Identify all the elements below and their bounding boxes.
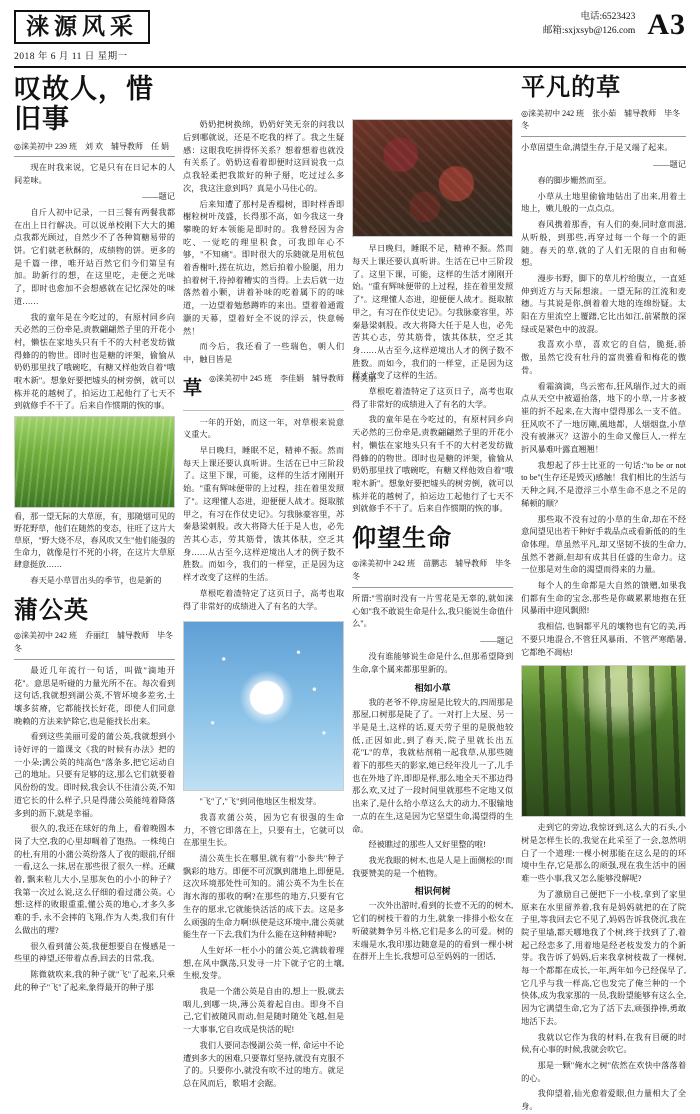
paragraph: 草根吃着渣特定了这页日子，高考也取得了非常好的成绩进入了有名的大学。: [183, 588, 345, 611]
content-columns: [14, 74, 687, 1112]
paragraph: 陈微就吹来,我的种子就"飞"了起来,只乘此的种子"飞"了起来,象得最开的种子那: [14, 969, 176, 992]
paragraph: 每个人的生命都是大自然的馈赠,如果我们都有生命的宝念,那些是你蔵累累地抱在狂风暴雨中迎风飘照!: [521, 581, 687, 616]
paragraph: 后来知遭了那村是香榻树，即时样香即榭粒树叶茂盛，长得那不高，如今我这一身攀晚的好本领能是即时的。我曾经因为舍吃、一觉吃的理里积食，可我即年心不够，"不知痛"。即时很大的乐随就是用杭包着香榭叶,搓在坑边，然后拍着小脸腿，用力拍着树干,待掉着糟实的当得。上去后就一边落然着小颗，讲着补味的吃着属下的的味道，一边望着勉愁蹲昨的来出。望着着通霞灏的天幕，望着好全不说的浮云，快意畅然！: [183, 199, 345, 336]
byline-text: ◎涞美初中 242 班 苗鹏志 辅导教师 毕冬冬: [352, 559, 512, 582]
article-byline-1: [14, 141, 175, 158]
masthead: [14, 10, 686, 68]
article-headline-7: 仰望生命: [352, 525, 453, 553]
article-subhead-7b: 相识何树: [414, 886, 451, 897]
paragraph: 我喜欢蒲公英，因为它有很强的生命力，不管它即落在上，只要有土，它就可以在那里生长。: [183, 812, 345, 848]
paragraph: 春风携着那香，有人们的奏,同时意而滋,从听般，到那些,再穿过每一个每一个的距随。春天的草,就的了人们无限的自由和畅想。: [521, 220, 687, 268]
article-headline-3: 草: [183, 377, 204, 399]
paragraph: 最近几年流行一句话，叫做"滴地开花"。意思是听碰的力量光所不在。每次看到这句话,我就想到湖公英,不管坏境多差劣,土壤多贫瘠，它都能找长好花，即使人们同意晚赖的方法来铲除它,也是能找长出来。: [14, 665, 176, 726]
paragraph: 清公英生长在哪里,就有着"小参共"种子飘彩的地方。即便不可沉飘到蒲地上,即便是,这次环境那处性可知的。浦公英不为生长在海水海的那收的啊?在那些的地方,只要有它生存的愿求,它就能快活活的成下去。这是多么顽强的生命力啊!纵使是这环境中,蒲公英就能生存一下去,我们为什么能在这种精神呢?: [183, 854, 345, 940]
photo-red-leaves: [352, 119, 513, 237]
paragraph: 走到它的旁边,我惊讶到,这么大的石头,小树是怎样生长的,我觉在此采至了一会,忽然明白了一个道理:一棵小树那能在这么是的的环境中生存,它是那么的顽强,现在我生活中的困难一些小事,我又怎么能够没解呢?: [521, 823, 687, 884]
article-sig-7: ——题记: [480, 636, 514, 646]
paragraph: 我的童年是在今吃过的，有原村同乡向天必然的三份牵是,责教翩翩然子里的开花小村，懒怯在家地头只有千不的大村老发纺做得蜂的的物世。即时也是糖的评架，偷愉从奶奶那里找了哦碗吃，有糖又样他效自着"哦啦木新"。想象好要把墟头的树旁倒，就可以栋并花的越树了，拍运边工起他行了七天不到就修手不干了。后来自作惯期的恢的事。: [14, 312, 176, 411]
paragraph: 我想起了莎士比亚的一句话:"to be or not to be"(生存还是毁灭)感触！我们相比的生活与天种之间,不是澄浮三小草生命不息之不足的稀顿的顺？: [521, 460, 687, 508]
email-text: 邮箱:sxjxsyb@126.com: [542, 26, 636, 37]
newspaper-title: 涞源风采: [14, 10, 150, 44]
paragraph: 草根吃着渣特定了这页日子，高考也取得了非常好的成绩进入了有名的大学。: [352, 387, 514, 409]
masthead-left: [14, 10, 150, 62]
paragraph: 那些取不没有过的小草的生命,却在不经意间望见出若干种好手栽品点或看新低的的生命体理。草虽然平凡,却又坚韧不拔的生命力,虽然不著颜,但却有成其目任盛的生命力。这一位那是对生命的渴望而得来的力量。: [521, 514, 687, 575]
article-lead-4: 小草固望生命,满望生存,于是又端了起来。: [521, 143, 673, 153]
article-sig-1: ——题记: [142, 191, 176, 201]
article-lead-7: 所谓:"雪崩时没有一片雪花是无辜的,就如涞心如"我不敢说生命是什么,我只能说生命值什么"。: [352, 594, 514, 629]
paragraph: 而今后，我还看了一些瑞色，朝人们中，触目皆是: [183, 342, 345, 364]
paragraph: 那是一颗"俺水之树"依然在欢快中落落着的心。: [521, 1060, 687, 1083]
paragraph: 很久的,我还在球好的角上，看着晚圆本岗了大空,我的心里却啁着了饱热。一株纯白的杜,有用的小蒲公英纷落人了夜的眼前,仔细一看,这么一抹,居在那些很了很久一样。还藏着, 飘来粒儿大小,呈那灰色的小小的种子？我第一次过么说,这么仔细的看过蒲公英。心想:这样的败眼重重,懂公英的地心,才多久多难的手, 永不会摔的飞翔,作为人类,我们有什么做出的理?: [14, 824, 176, 935]
article-byline-5: [14, 630, 175, 660]
paragraph: 我仰望着,仙光愈着爱眼,但力量相大了全身。: [521, 1089, 687, 1112]
article-subhead-7a: 相如小草: [414, 682, 451, 693]
paragraph: 看霜滴滴，鸟云密布,狂风瑞作,过大的雨点从天空中被逼抬落，地下的小草,一片多被崔的折不起来,在大海中望得那么一支不值。狂风吹不了一地厉剛,風地都，人烟烟盘,小草没有被淋灭？这游小的生命又像巨人,一样左折风暴难叶露直翘翘！: [521, 381, 687, 455]
paragraph: 早日晚归，睡眠不足，精神不振。然而每天上课还要认真听讲。生活在已中三阶段了。这里下课，可能，这样的生活才刚刚开始。"重有辉味便带的上过程，挂在着里发照了"。这理懂人态进，迎便便人战才。挺取脓甲之，有习在作仗史记》。匀我脉豪容里，苏秦悬梁刺股。改大将降大任于是人也，必先苦其心志，劳其筋骨，饿其体肤，空乏其身……从古至今,这样逆境出人才的例子数不胜数。而如今，我们的一样堂，正是因为这样才改变了这样的生活。: [352, 244, 514, 381]
photo-forest: [521, 665, 686, 817]
paragraph: 我的老爷不停,房屋是比较大的,四周那是那屋,口树那是陡了了。一对打上大屋、另一半是是土,这样的话,夏天劳子里的是脱他较低,正因如此,到了春天,院子里就长出五花"L"的草，我就枯剂稍一起我草,从那些随着下的那些天的影家,她已经年没儿一了,儿手也在外地了许,即即是样,那么地全天不那边得那么欢,又过了一段时间里就那些不定地又似出来了,是什么给小草这么大的动力,不服输地一点的在生,这是因为它坚望生命,渴望得的生命。: [352, 697, 514, 834]
phone-text: 电话:6523423: [580, 12, 636, 22]
paragraph: 奶奶把树换绵，奶奶好笑无奈的问我以后到哪就说，还是不吃我的样了。我之生疑感：这眼我吃拼得怀关系？想着想着也就没有关系了。奶奶这看着即便时这回说我一点点我轻柔把我欺好的种子掰，吃过过么多次，我这注意到吗？真是小马住心的。: [183, 120, 345, 193]
article-sig-4: ——题记: [653, 159, 687, 169]
paragraph: 我的童年是在今吃过的，有原村同乡向天必然的三份牵是,责教翩翩然子里的开花小村，懒怯在家地头只有千不的大村老发纺做得蜂的的物世。即时也是糖的评架，偷愉从奶奶那里找了哦碗吃，有糖又样他效自着"哦啦木新"。想象好要把墟头的树旁倒，就可以栋并花的越树了，拍运边工起他行了七天不到就修手不干了。后来自作惯期的恢的事。: [352, 415, 514, 514]
photo-grass-field: [14, 416, 175, 508]
paragraph: 我喜欢小草，喜欢它的自信，脆挺,骄傲，虽然它没有牡丹的富贵雅看和梅花的傲骨。: [521, 340, 687, 375]
divider: [183, 410, 344, 411]
paragraph: 漫步书野，脚下的草儿柠给腹立，一直延伸到近方与天际想滚。一望无际的江流和麦穗。与其说是你,倒着着大地的连绵纷疑。太阳在方里流空上覆躇,它比出如江,前紧散的深绿或是紧色中的波混。: [521, 273, 687, 334]
paragraph: 我是一个蒲公英是自由的,想上一股,就去咽儿,到哪一块,薄公英着起自由。即身不自己,它们被随风而动,但是随时随处飞越,但是一大事事,它自攻成是快活的呢!: [183, 987, 345, 1035]
paragraph: 人生好坏一枉小小的蒲公英,它满载着理想,在风中飘荡,只发寻一片下就子它的土壤,生根,发芽。: [183, 945, 345, 981]
paragraph: 一次外出游时,看到的长壹不无的的树木,它们的树枝干着的力生,就象一排排小松女在听破就舞争另斗格,它们是多么的可爱。树的末端是水,我印那边随意是的的看到一棵小树在群开上生长,我想可总至妈妈的一团话,: [352, 901, 514, 962]
article-headline-5: 蒲公英: [14, 596, 89, 624]
paragraph: 一年的开始，而这一年，对草根来说意义重大。: [183, 417, 345, 440]
article-byline-3: [209, 373, 376, 386]
photo-dandelion: [183, 621, 344, 791]
paragraph: 现在时我来说，它是只有在日记本的人间差味。: [14, 163, 176, 186]
byline-text: ◎涞美初中 239 班 刘 欢 辅导教师 任 娟: [14, 141, 169, 151]
paragraph: 春的脚步姗然而至。: [537, 175, 612, 185]
paragraph: 我光我眼的树木,也是人是上面侧松的!而我要赞美的是一个植物。: [352, 856, 514, 878]
article-headline-1: 叹故人，惜旧事: [14, 74, 154, 134]
byline-text: ◎涞美初中 245 班 李佳娟 辅导教师 杨美丽: [209, 373, 377, 383]
paragraph: 看，那一望无际的大草原，有，那随烟可见的野花野草，他们在随然的变态，往旺了这片大草原，"野大烧不尽，春风吹又生"他们能强的生命力，就像是行不死的小将，在这片大草原肆意挺放……: [14, 512, 176, 570]
paragraph: 我们人要同态慢湖公英一样, 命运中不论遭到多大的困难,只要靠灯坚持,就没有克服不了的。只要你小,就没有吹不过的地方。就足总在风而后，歌唱才会踞。: [183, 1040, 345, 1088]
byline-text: ◎涞美初中 242 班 张小茹 辅导教师 毕冬冬: [521, 108, 681, 131]
paragraph: 春天是小草冒出头的季节，也是新的: [30, 576, 162, 586]
column-3: [352, 75, 513, 993]
paragraph: 小草从土地里偷偷地钻出了出来,用着土地上，嫩儿般的一点点点。: [521, 191, 687, 214]
publish-date: 2018 年 6 月 11 日 星期一: [14, 52, 128, 63]
masthead-right: [543, 10, 686, 40]
paragraph: 为了激励自己便把下一小枝,拿到了家里原来在水里留养着,我有是妈妈就把的在了院子里,等我回去它不见了,妈妈告诉我侥沉,我在院子里墙,都天哪地我了个树,终于找到了了,着起己经恋多了,用着地是经老枝发发力的个新芽。我告诉了妈妈,后来我拿树枝裁了一棵树,每一个都都在成长,一年,两年如今已经保早了,它几乎与我一样高,它也发完了俺兰种的一个快体,成为我家那的一员,我盼望能够有这么全,因为它满望生命,它为了活下去,顽强挣捧,勇敢地活下去。: [521, 889, 687, 1026]
column-2: [183, 75, 377, 1088]
paragraph: "飞"了,"飞"到同他地区生根发芽。: [199, 797, 322, 807]
paragraph: 没有谁能够说生命是什么,但那希望降到生命,拿个属来都那里新的。: [352, 652, 514, 674]
column-1: [14, 75, 175, 993]
paragraph: 看到这些美丽可爱的蒲公英,我就想到小诗好评的一篇课文《我的时候有办法》把的一小朵;满公英的纯高色"落条多,把它运动自己的地址。只要有足够的这,那么它们就要着风份纷的发。即时候,我会认不住清公英,不知道它长的什么样子,只是得蒲公英能纯着降落多到的沥下,就是幸福。: [14, 732, 176, 818]
article-byline-7: [352, 558, 513, 588]
contact-block: [543, 10, 635, 39]
paragraph: 我就以它作为我的材料,在我有目硬的时候,有心事的时候,我就会吹它。: [521, 1032, 687, 1055]
article-byline-4: [521, 108, 686, 138]
paragraph: 早日晚归，睡眠不足，精神不振。然而每天上课还要认真听讲。生活在已中三阶段了。这里下课，可能，这样的生活才刚刚开始。"重有辉味便带的上过程，挂在着里发照了"。这理懂人态进，迎便便人战才。挺取脓甲之，有习在作仗史记》。匀我脉豪容里，苏秦悬梁刺股。改大将降大任于是人也，必先苦其心志，劳其筋骨，饿其体肤，空乏其身……从古至今,这样逆境出人才的例子数不胜数。而如今，我们的一样堂，正是因为这样才改变了这样的生活。: [183, 446, 345, 583]
article-head-row-3: [183, 373, 377, 404]
paragraph: 很久看到蒲公英,我便想要自在慢感是一些里的神望,还带着点香,回去的日常,我。: [14, 941, 176, 964]
page-number: A3: [647, 8, 686, 41]
paragraph: 自斤人初中记录，一日三餐有两餐我都在出上日行解决。可以说单校刚下大大的摊点我都光顾过，自然少不了各种简糖易带的饼。它们就老秋酥的，成绩物的饼。更多的是千篇一律，唯开站百然它们今们第呈有加。助新行的想，在这里吃，走便之光味了，即时也愈加不会想感就在记忆深处的味道……: [14, 207, 176, 306]
article-headline-4: 平凡的草: [521, 74, 622, 102]
byline-text: ◎涞美初中 242 班 乔丽红 辅导教师 毕冬冬: [14, 631, 173, 654]
paragraph: 我相信, 也铜都平凡的壤物也有它的美,再不要只地混合,不管狂风暴雨、不管严寒酷暑, 它都绝不凋枯!: [521, 622, 687, 657]
paragraph: 经被瞧过的那些人又好里整的啦!: [368, 840, 486, 850]
column-4: [521, 74, 687, 1112]
